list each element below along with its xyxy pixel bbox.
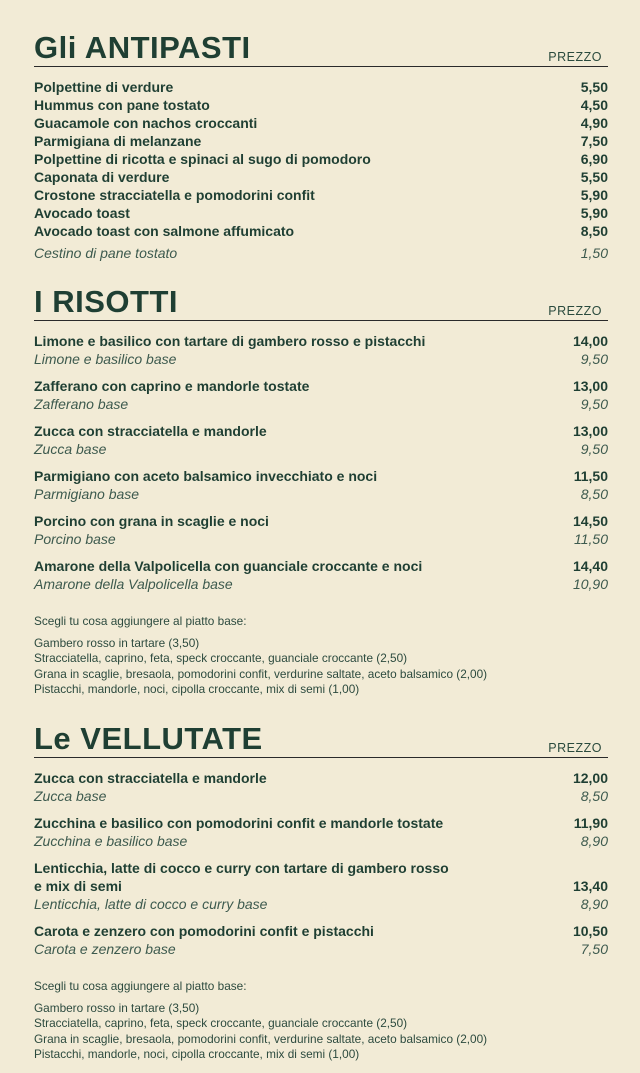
base-name: Carota e zenzero base (34, 941, 176, 957)
menu-item-base (34, 895, 608, 913)
menu-item (34, 150, 608, 168)
menu-item-group (34, 814, 608, 850)
item-name: Parmigiana di melanzane (34, 133, 202, 149)
menu-item (34, 222, 608, 240)
vellutate-list (34, 769, 608, 958)
item-price: 14,40 (572, 558, 608, 574)
base-price: 8,50 (580, 486, 608, 502)
menu-item-group (34, 377, 608, 413)
item-name: Crostone stracciatella e pomodorini confit (34, 187, 315, 203)
item-price: 13,00 (572, 378, 608, 394)
price-column-header: PREZZO (548, 50, 602, 64)
item-price: 10,50 (572, 923, 608, 939)
item-name: Limone e basilico con tartare di gambero rosso e pistacchi (34, 333, 426, 349)
item-price: 11,50 (573, 468, 608, 484)
menu-item-group (34, 467, 608, 503)
base-price: 9,50 (580, 396, 608, 412)
item-name: Cestino di pane tostato (34, 245, 178, 261)
menu-item (34, 377, 608, 395)
item-name: Amarone della Valpolicella con guanciale croccante e noci (34, 558, 423, 574)
addon-note: Stracciatella, caprino, feta, speck croccante, guanciale croccante (2,50) (34, 1016, 408, 1031)
price-column-header: PREZZO (548, 741, 602, 755)
price-column-header: PREZZO (548, 304, 602, 318)
notes-header: Scegli tu cosa aggiungere al piatto base: (34, 614, 247, 628)
base-name: Lenticchia, latte di cocco e curry base (34, 896, 268, 912)
addon-note: Gambero rosso in tartare (3,50) (34, 1000, 200, 1015)
menu-item-group (34, 557, 608, 593)
item-name: Caponata di verdure (34, 169, 170, 185)
addon-note: Grana in scaglie, bresaola, pomodorini confit, verdurine saltate, aceto balsamico (2,00) (34, 1031, 488, 1046)
base-name: Zucchina e basilico base (34, 833, 188, 849)
item-name: Avocado toast (34, 205, 130, 221)
item-name: Porcino con grana in scaglie e noci (34, 513, 269, 529)
section-title: Gli ANTIPASTI (34, 30, 251, 65)
menu-item (34, 96, 608, 114)
item-name-continued: e mix di semi (34, 878, 122, 894)
menu-item-group (34, 332, 608, 368)
menu-item-group (34, 922, 608, 958)
menu-item (34, 922, 608, 940)
item-price: 8,50 (580, 223, 608, 239)
menu-item (34, 186, 608, 204)
item-price: 1,50 (580, 245, 608, 261)
addon-note: Pistacchi, mandorle, noci, cipolla croccante, mix di semi (1,00) (34, 682, 360, 697)
antipasti-list (34, 78, 608, 240)
menu-item-base (34, 530, 608, 548)
item-price: 13,00 (572, 423, 608, 439)
menu-item (34, 512, 608, 530)
base-price: 8,90 (580, 833, 608, 849)
base-price: 11,50 (574, 531, 608, 547)
item-name: Guacamole con nachos croccanti (34, 115, 258, 131)
base-name: Porcino base (34, 531, 116, 547)
item-price: 4,50 (580, 97, 608, 113)
menu-item-base (34, 485, 608, 503)
item-name: Avocado toast con salmone affumicato (34, 223, 295, 239)
menu-item-base (34, 575, 608, 593)
vellutate-notes (34, 979, 608, 1063)
item-price: 12,00 (572, 770, 608, 786)
item-price: 13,40 (572, 878, 608, 894)
item-price: 5,90 (580, 187, 608, 203)
risotti-header (34, 284, 608, 321)
menu-item-base (34, 350, 608, 368)
item-price: 4,90 (580, 115, 608, 131)
addon-note: Pistacchi, mandorle, noci, cipolla croccante, mix di semi (1,00) (34, 1047, 360, 1062)
addon-note: Gambero rosso in tartare (3,50) (34, 635, 200, 650)
menu-item (34, 877, 608, 895)
item-name: Polpettine di ricotta e spinaci al sugo di pomodoro (34, 151, 371, 167)
item-name: Zucca con stracciatella e mandorle (34, 770, 267, 786)
menu-item-group (34, 859, 608, 913)
item-name: Zafferano con caprino e mandorle tostate (34, 378, 310, 394)
menu-item (34, 114, 608, 132)
base-price: 7,50 (580, 941, 608, 957)
item-name: Lenticchia, latte di cocco e curry con tartare di gambero rosso (34, 860, 449, 876)
menu-item-line (34, 859, 608, 877)
menu-item-extra (34, 244, 608, 262)
base-name: Limone e basilico base (34, 351, 177, 367)
base-name: Zucca base (34, 788, 107, 804)
menu-item (34, 467, 608, 485)
menu-item (34, 557, 608, 575)
risotti-section (34, 284, 608, 698)
menu-item (34, 78, 608, 96)
menu-item-base (34, 787, 608, 805)
base-price: 8,50 (580, 788, 608, 804)
notes-header: Scegli tu cosa aggiungere al piatto base: (34, 979, 247, 993)
menu-item-group (34, 769, 608, 805)
menu-item (34, 814, 608, 832)
risotti-notes (34, 614, 608, 698)
menu-item-base (34, 395, 608, 413)
item-name: Parmigiano con aceto balsamico invecchiato e noci (34, 468, 378, 484)
menu-item-base (34, 440, 608, 458)
section-title: Le VELLUTATE (34, 721, 263, 756)
item-price: 7,50 (580, 133, 608, 149)
addon-note: Grana in scaglie, bresaola, pomodorini confit, verdurine saltate, aceto balsamico (2,00) (34, 666, 488, 681)
item-price: 11,90 (573, 815, 608, 831)
menu-item (34, 132, 608, 150)
base-name: Amarone della Valpolicella base (34, 576, 233, 592)
item-name: Polpettine di verdure (34, 79, 174, 95)
item-price: 14,50 (572, 513, 608, 529)
base-name: Parmigiano base (34, 486, 140, 502)
antipasti-header (34, 30, 608, 67)
addon-note: Stracciatella, caprino, feta, speck croccante, guanciale croccante (2,50) (34, 651, 408, 666)
base-price: 9,50 (580, 441, 608, 457)
base-price: 10,90 (572, 576, 608, 592)
item-name: Zucchina e basilico con pomodorini confit e mandorle tostate (34, 815, 444, 831)
menu-item (34, 769, 608, 787)
menu-item (34, 168, 608, 186)
menu-item-group (34, 422, 608, 458)
base-name: Zucca base (34, 441, 107, 457)
section-title: I RISOTTI (34, 284, 178, 319)
item-price: 5,50 (580, 169, 608, 185)
menu-item (34, 204, 608, 222)
item-price: 14,00 (572, 333, 608, 349)
vellutate-header (34, 721, 608, 758)
base-name: Zafferano base (34, 396, 129, 412)
risotti-list (34, 332, 608, 593)
item-price: 6,90 (580, 151, 608, 167)
menu-item-group (34, 512, 608, 548)
menu-item-base (34, 832, 608, 850)
vellutate-section (34, 721, 608, 1063)
menu-item-base (34, 940, 608, 958)
base-price: 9,50 (580, 351, 608, 367)
antipasti-section (34, 30, 608, 262)
menu-item (34, 422, 608, 440)
base-price: 8,90 (580, 896, 608, 912)
item-name: Hummus con pane tostato (34, 97, 210, 113)
item-name: Carota e zenzero con pomodorini confit e pistacchi (34, 923, 374, 939)
item-price: 5,90 (580, 205, 608, 221)
item-price: 5,50 (580, 79, 608, 95)
menu-item (34, 332, 608, 350)
item-name: Zucca con stracciatella e mandorle (34, 423, 267, 439)
